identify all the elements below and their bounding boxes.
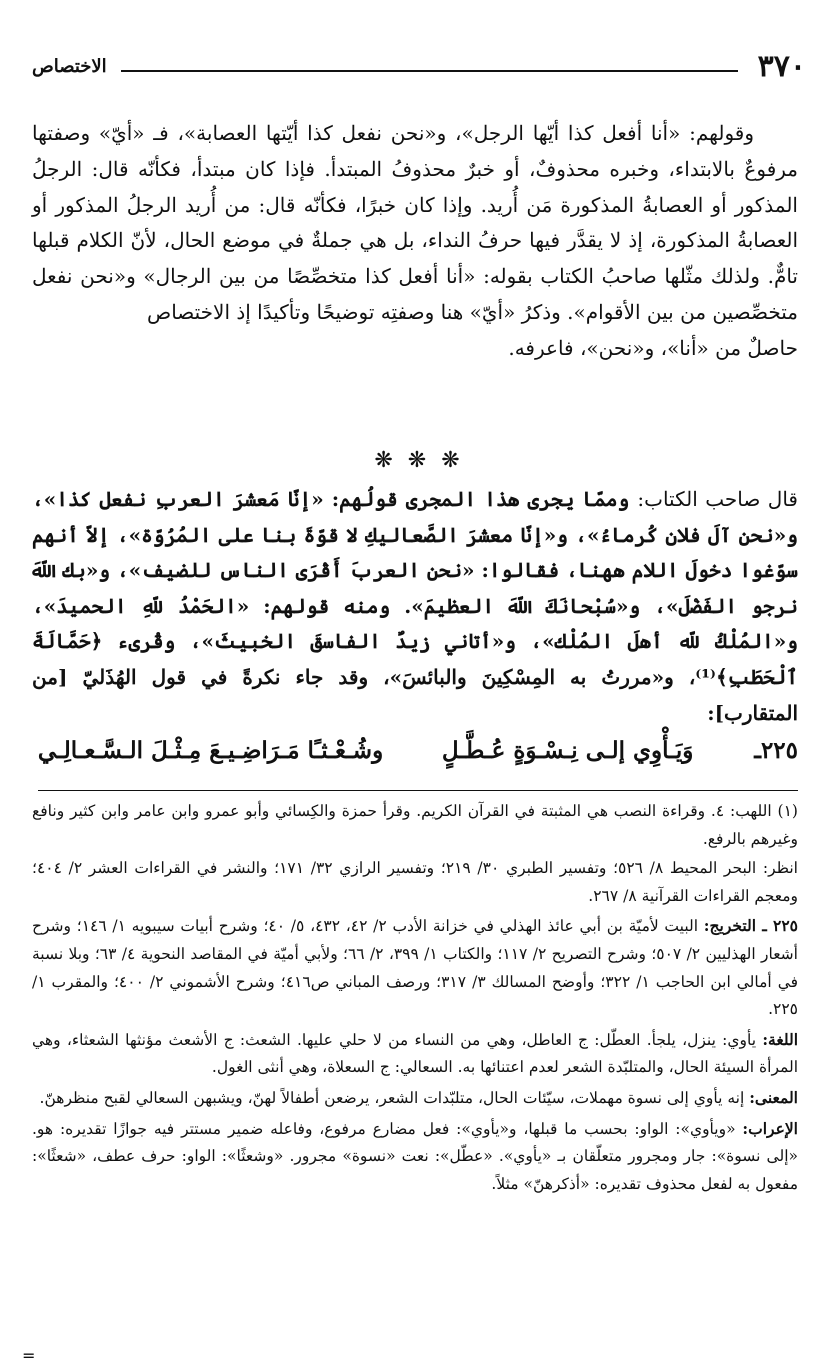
- paragraph: حاصلٌ من «أنا»، و«نحن»، فاعرفه.: [508, 335, 798, 360]
- verse-line: [32, 728, 798, 772]
- verse-second-hemistich: وشُـعْـثـًا مَـرَاضِـيـعَ مِـثْـلَ الـسَّـعـالِـي: [37, 736, 384, 764]
- footnote-marker: (١): [777, 802, 798, 820]
- irab-note: [32, 1115, 798, 1199]
- lugha-label: اللغة:: [762, 1029, 798, 1049]
- page-header: [32, 46, 806, 86]
- irab-text: «ويأوي»: الواو: بحسب ما قبلها، و«يأوي»: فعل مضارع مرفوع، وفاعله ضمير مستتر فيه جوازًا تقديره: هو. «إلى نسوة»: جار ومجرور متعلّقان بـ «يأوي». «عطّل»: نعت «نسوة» مجرور. «وشعثًا»: الواو: حرف عطف، «شعثًا»: مفعول به لفعل محذوف تقديره: «أذكرهنّ» مثلاً.: [32, 1119, 798, 1193]
- quoted-text: [32, 482, 798, 731]
- lugha-note: [32, 1026, 798, 1082]
- continuation-mark: =: [22, 1346, 36, 1365]
- running-title: الاختصاص: [32, 55, 107, 77]
- footnote-text: اللهب: ٤. وقراءة النصب هي المثبتة في القرآن الكريم. وقرأ حمزة والكِسائي وأبو عمرو وابن عامر وابن كثير ونافع وغيرهم بالرفع.: [32, 802, 798, 848]
- takhrij-text: البيت لأميّة بن أبي عائذ الهذلي في خزانة الأدب ٢/ ٤٢، ٤٣٢، ٥/ ٤٠؛ وشرح أبيات سيبويه ١/ ١٤٦؛ وشرح أشعار الهذليين ٢/ ٥٠٧؛ وشرح التصريح ٢/ ١١٧؛ والكتاب ١/ ٣٩٩، ٢/ ٦٦؛ ولأبي أميّة في المقاصد النحوية ٤/ ٦٣؛ وبلا نسبة في أمالي ابن الحاجب ١/ ٣٢٢؛ وأوضح المسالك ٣/ ٣١٧؛ ورصف المباني ص٤١٦؛ وشرح الأشموني ٢/ ٤٠٠؛ والمقرب ١/ ٢٢٥.: [32, 917, 799, 1019]
- maana-label: المعنى:: [749, 1087, 798, 1107]
- quote-body: وممّا يجرى هذا المجرى قولُهم: «إنّا مَعشرَ العربِ نفعل كذا»، و«نحن آلَ فلان كُرماءُ»، و«إنّا معشرَ الصَّعاليكِ لا قوّةَ بنا على المُرُوّة»، إلاّ أنهم سوّغوا دخولَ اللام ههنا، فقالوا: «نحن العربَ أَقْرَى الناس للضيف»، و«بك اللّهَ نرجو الفَضْلَ»، و«سُبْحانَكَ اللّهَ العظيمَ». ومنه قولهم: «الحَمْدُ للّهِ الحميدَ»، و«المُلْكُ للّه أهلَ المُلْك»، و«أتاني زيدٌ الفاسقَ الخبيثَ»، وقُرىء ﴿حَمَّالَةَ ٱلْحَطَبِ﴾⁽¹⁾، و«مررتُ به المِسْكِينَ والبائسَ»، وقد جاء نكرةً في قول الهُذَليّ [من المتقارب]:: [31, 487, 798, 725]
- lugha-text: يأوي: ينزل، يلجأ. العطّل: ج العاطل، وهي من النساء من لا حلي عليها. الشعث: ج الأشعث مؤنثها الشعثاء، وهي المرأة السيئة الحال، والمتلبّدة الشعر لعدم اعتنائها به. السعالي: ج السعلاة، وهي أنثى الغول.: [32, 1030, 798, 1077]
- footnotes: [32, 798, 798, 1200]
- section-separator: ❋ ❋ ❋: [374, 448, 464, 473]
- verse-first-hemistich: وَيَـأْوِي إلـى نِـسْـوَةٍ عُـطَّـلٍ: [441, 736, 694, 764]
- irab-label: الإعراب:: [742, 1118, 798, 1138]
- paragraph: وقولهم: «أنا أفعل كذا أيّها الرجل»، و«نحن نفعل كذا أيّتها العصابة»، فـ «أيّ» وصفتها مرفوعٌ بالابتداء، وخبره محذوفٌ، أو خبرٌ محذوفُ المبتدأ. فإذا كان مبتدأ، فكأنّه قال: الرجلُ المذكور أو العصابةُ المذكورة مَن أُريد. وإذا كان خبرًا، فكأنّه قال: من أُريد الرجلُ المذكور أو العصابةُ المذكورة، إذ لا يقدَّر فيها حرفُ النداء، بل هي جملةٌ في موضع الحال، لأنّ الكلام قبلها تامٌّ. ولذلك مثّلها صاحبُ الكتاب بقوله: «أنا أفعل كذا متخصِّصًا من بين الرجال» و«نحن نفعل متخصِّصين من بين الأقوام». وذكرُ «أيّ» هنا وصفتِه توضيحًا وتأكيدًا إذ الاختصاص: [32, 121, 798, 324]
- footnote: [32, 798, 798, 853]
- maana-text: إنه يأوي إلى نسوة مهملات، سيّئات الحال، متلبّدات الشعر، يرضعن أطفالاً لهنّ، ويشبهن السعالي لقبح منظرهنّ.: [39, 1088, 745, 1107]
- footnote-rule: [38, 790, 798, 791]
- takhrij-label: ٢٢٥ ـ التخريج:: [703, 916, 798, 936]
- header-rule: [121, 70, 738, 72]
- page-number: ٣٧٠: [757, 48, 806, 84]
- verse-number: ٢٢٥ـ: [754, 736, 798, 764]
- maana-note: [32, 1084, 798, 1113]
- takhrij-note: [32, 912, 798, 1023]
- quote-intro: قال صاحب الكتاب:: [637, 487, 798, 511]
- footnote-refs: انظر: البحر المحيط ٨/ ٥٢٦؛ وتفسير الطبري ٣٠/ ٢١٩؛ وتفسير الرازي ٣٢/ ١٧١؛ والنشر في القراءات العشر ٢/ ٤٠٤؛ ومعجم القراءات القرآنية ٨/ ٢٦٧.: [32, 859, 798, 905]
- commentary-text: [32, 116, 798, 367]
